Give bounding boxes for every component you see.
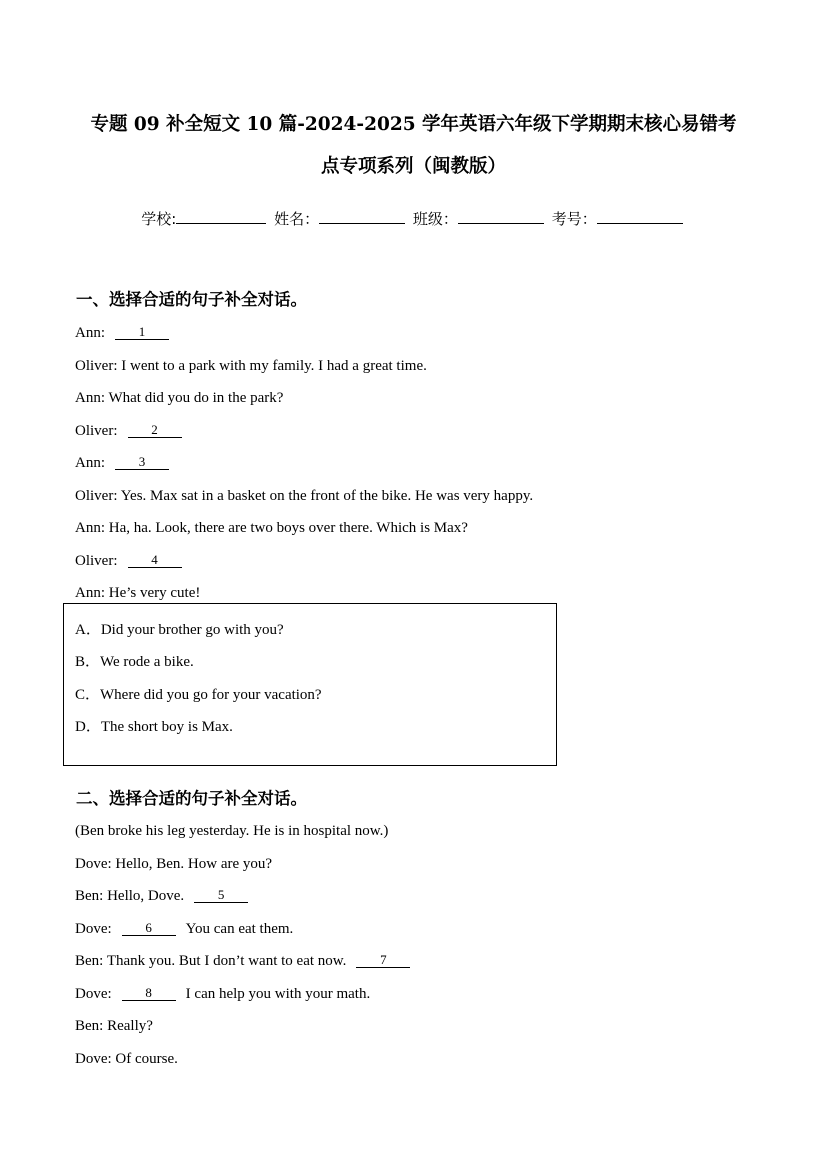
dialogue-line: Ben: Hello, Dove. 5	[75, 888, 248, 905]
option-c[interactable]: C．Where did you go for your vacation?	[75, 687, 322, 703]
section-1-heading: 一、选择合适的句子补全对话。	[76, 290, 307, 309]
answer-blank-8[interactable]: 8	[122, 986, 176, 1001]
dialogue-line: Ben: Thank you. But I don’t want to eat now. 7	[75, 953, 410, 970]
section-2-heading: 二、选择合适的句子补全对话。	[76, 789, 307, 808]
dialogue-line: Oliver: 4	[75, 553, 182, 570]
dialogue-line: Ann: What did you do in the park?	[75, 390, 284, 406]
answer-blank-4[interactable]: 4	[128, 553, 182, 568]
document-title-line-1: 专题 09 补全短文 10 篇-2024-2025 学年英语六年级下学期期末核心易错考	[90, 114, 737, 135]
answer-blank-5[interactable]: 5	[194, 888, 248, 903]
dialogue-context: (Ben broke his leg yesterday. He is in hospital now.)	[75, 823, 389, 839]
school-label: 学校:	[141, 210, 177, 228]
student-info-row	[0, 208, 827, 229]
dialogue-line: Dove: 8 I can help you with your math.	[75, 985, 371, 1002]
dialogue-line: Ann: Ha, ha. Look, there are two boys over there. Which is Max?	[75, 520, 468, 536]
option-b[interactable]: B．We rode a bike.	[75, 654, 194, 670]
answer-blank-2[interactable]: 2	[128, 423, 182, 438]
document-title-line-2: 点专项系列（闽教版）	[320, 156, 506, 177]
option-d[interactable]: D．The short boy is Max.	[75, 719, 233, 735]
name-label: 姓名：	[274, 210, 320, 228]
school-field[interactable]	[176, 209, 266, 224]
dialogue-line: Ann: 1	[75, 325, 169, 342]
dialogue-line: Ann: He’s very cute!	[75, 585, 201, 601]
dialogue-line: Dove: Hello, Ben. How are you?	[75, 856, 273, 872]
class-label: 班级：	[412, 210, 458, 228]
number-label: 考号：	[551, 210, 597, 228]
answer-blank-1[interactable]: 1	[115, 325, 169, 340]
answer-blank-6[interactable]: 6	[122, 921, 176, 936]
number-field[interactable]	[597, 209, 683, 224]
answer-blank-3[interactable]: 3	[115, 455, 169, 470]
class-field[interactable]	[458, 209, 544, 224]
dialogue-line: Dove: Of course.	[75, 1051, 178, 1067]
dialogue-line: Ben: Really?	[75, 1018, 153, 1034]
option-a[interactable]: A．Did your brother go with you?	[75, 622, 284, 638]
dialogue-line: Dove: 6 You can eat them.	[75, 920, 294, 937]
dialogue-line: Oliver: Yes. Max sat in a basket on the front of the bike. He was very happy.	[75, 488, 534, 504]
name-field[interactable]	[319, 209, 405, 224]
answer-blank-7[interactable]: 7	[356, 953, 410, 968]
dialogue-line: Oliver: 2	[75, 423, 182, 440]
dialogue-line: Ann: 3	[75, 455, 169, 472]
dialogue-line: Oliver: I went to a park with my family. I had a great time.	[75, 358, 427, 374]
